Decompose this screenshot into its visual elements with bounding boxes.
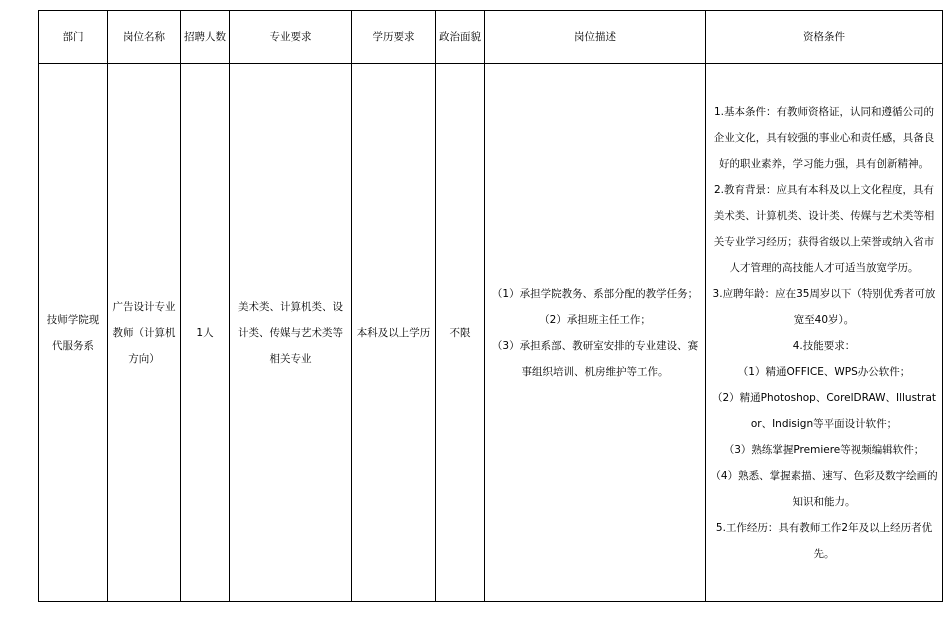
- cell-political: 不限: [436, 64, 485, 602]
- qualification-line: （4）熟悉、掌握素描、速写、色彩及数字绘画的知识和能力。: [710, 469, 938, 508]
- header-count: 招聘人数: [181, 11, 230, 64]
- table-row: [39, 64, 943, 602]
- description-line: （3）承担系部、教研室安排的专业建设、赛事组织培训、机房维护等工作。: [491, 339, 699, 378]
- recruitment-table: [38, 10, 943, 602]
- cell-description: [485, 64, 706, 602]
- header-qualifications: 资格条件: [706, 11, 943, 64]
- header-major: 专业要求: [230, 11, 352, 64]
- cell-position: 广告设计专业教师（计算机方向）: [108, 64, 181, 602]
- header-department: 部门: [39, 11, 108, 64]
- qualification-line: （2）精通Photoshop、CorelDRAW、Illustrator、Indisign等平面设计软件；: [711, 391, 937, 430]
- qualification-line: 3.应聘年龄：应在35周岁以下（特别优秀者可放宽至40岁）。: [712, 287, 936, 326]
- description-line: （2）承担班主任工作；: [539, 313, 651, 326]
- header-position: 岗位名称: [108, 11, 181, 64]
- qualification-line: （1）精通OFFICE、WPS办公软件；: [737, 365, 911, 378]
- qualification-line: 2.教育背景：应具有本科及以上文化程度，具有美术类、计算机类、设计类、传媒与艺术类等相关专业学习经历；获得省级以上荣誉或纳入省市人才管理的高技能人才可适当放宽学历。: [713, 183, 935, 274]
- cell-count: 1人: [181, 64, 230, 602]
- cell-major: 美术类、计算机类、设计类、传媒与艺术类等相关专业: [230, 64, 352, 602]
- cell-education: 本科及以上学历: [352, 64, 436, 602]
- cell-department: 技师学院现代服务系: [39, 64, 108, 602]
- header-row: [39, 11, 943, 64]
- qualification-line: （3）熟练掌握Premiere等视频编辑软件；: [723, 443, 925, 456]
- qualification-line: 4.技能要求：: [792, 339, 856, 352]
- qualification-line: 1.基本条件：有教师资格证，认同和遵循公司的企业文化，具有较强的事业心和责任感，具备良好的职业素养，学习能力强，具有创新精神。: [713, 105, 935, 170]
- description-line: （1）承担学院教务、系部分配的教学任务；: [491, 287, 699, 300]
- header-education: 学历要求: [352, 11, 436, 64]
- header-description: 岗位描述: [485, 11, 706, 64]
- qualification-line: 5.工作经历：具有教师工作2年及以上经历者优先。: [715, 521, 933, 560]
- cell-qualifications: [706, 64, 943, 602]
- header-political: 政治面貌: [436, 11, 485, 64]
